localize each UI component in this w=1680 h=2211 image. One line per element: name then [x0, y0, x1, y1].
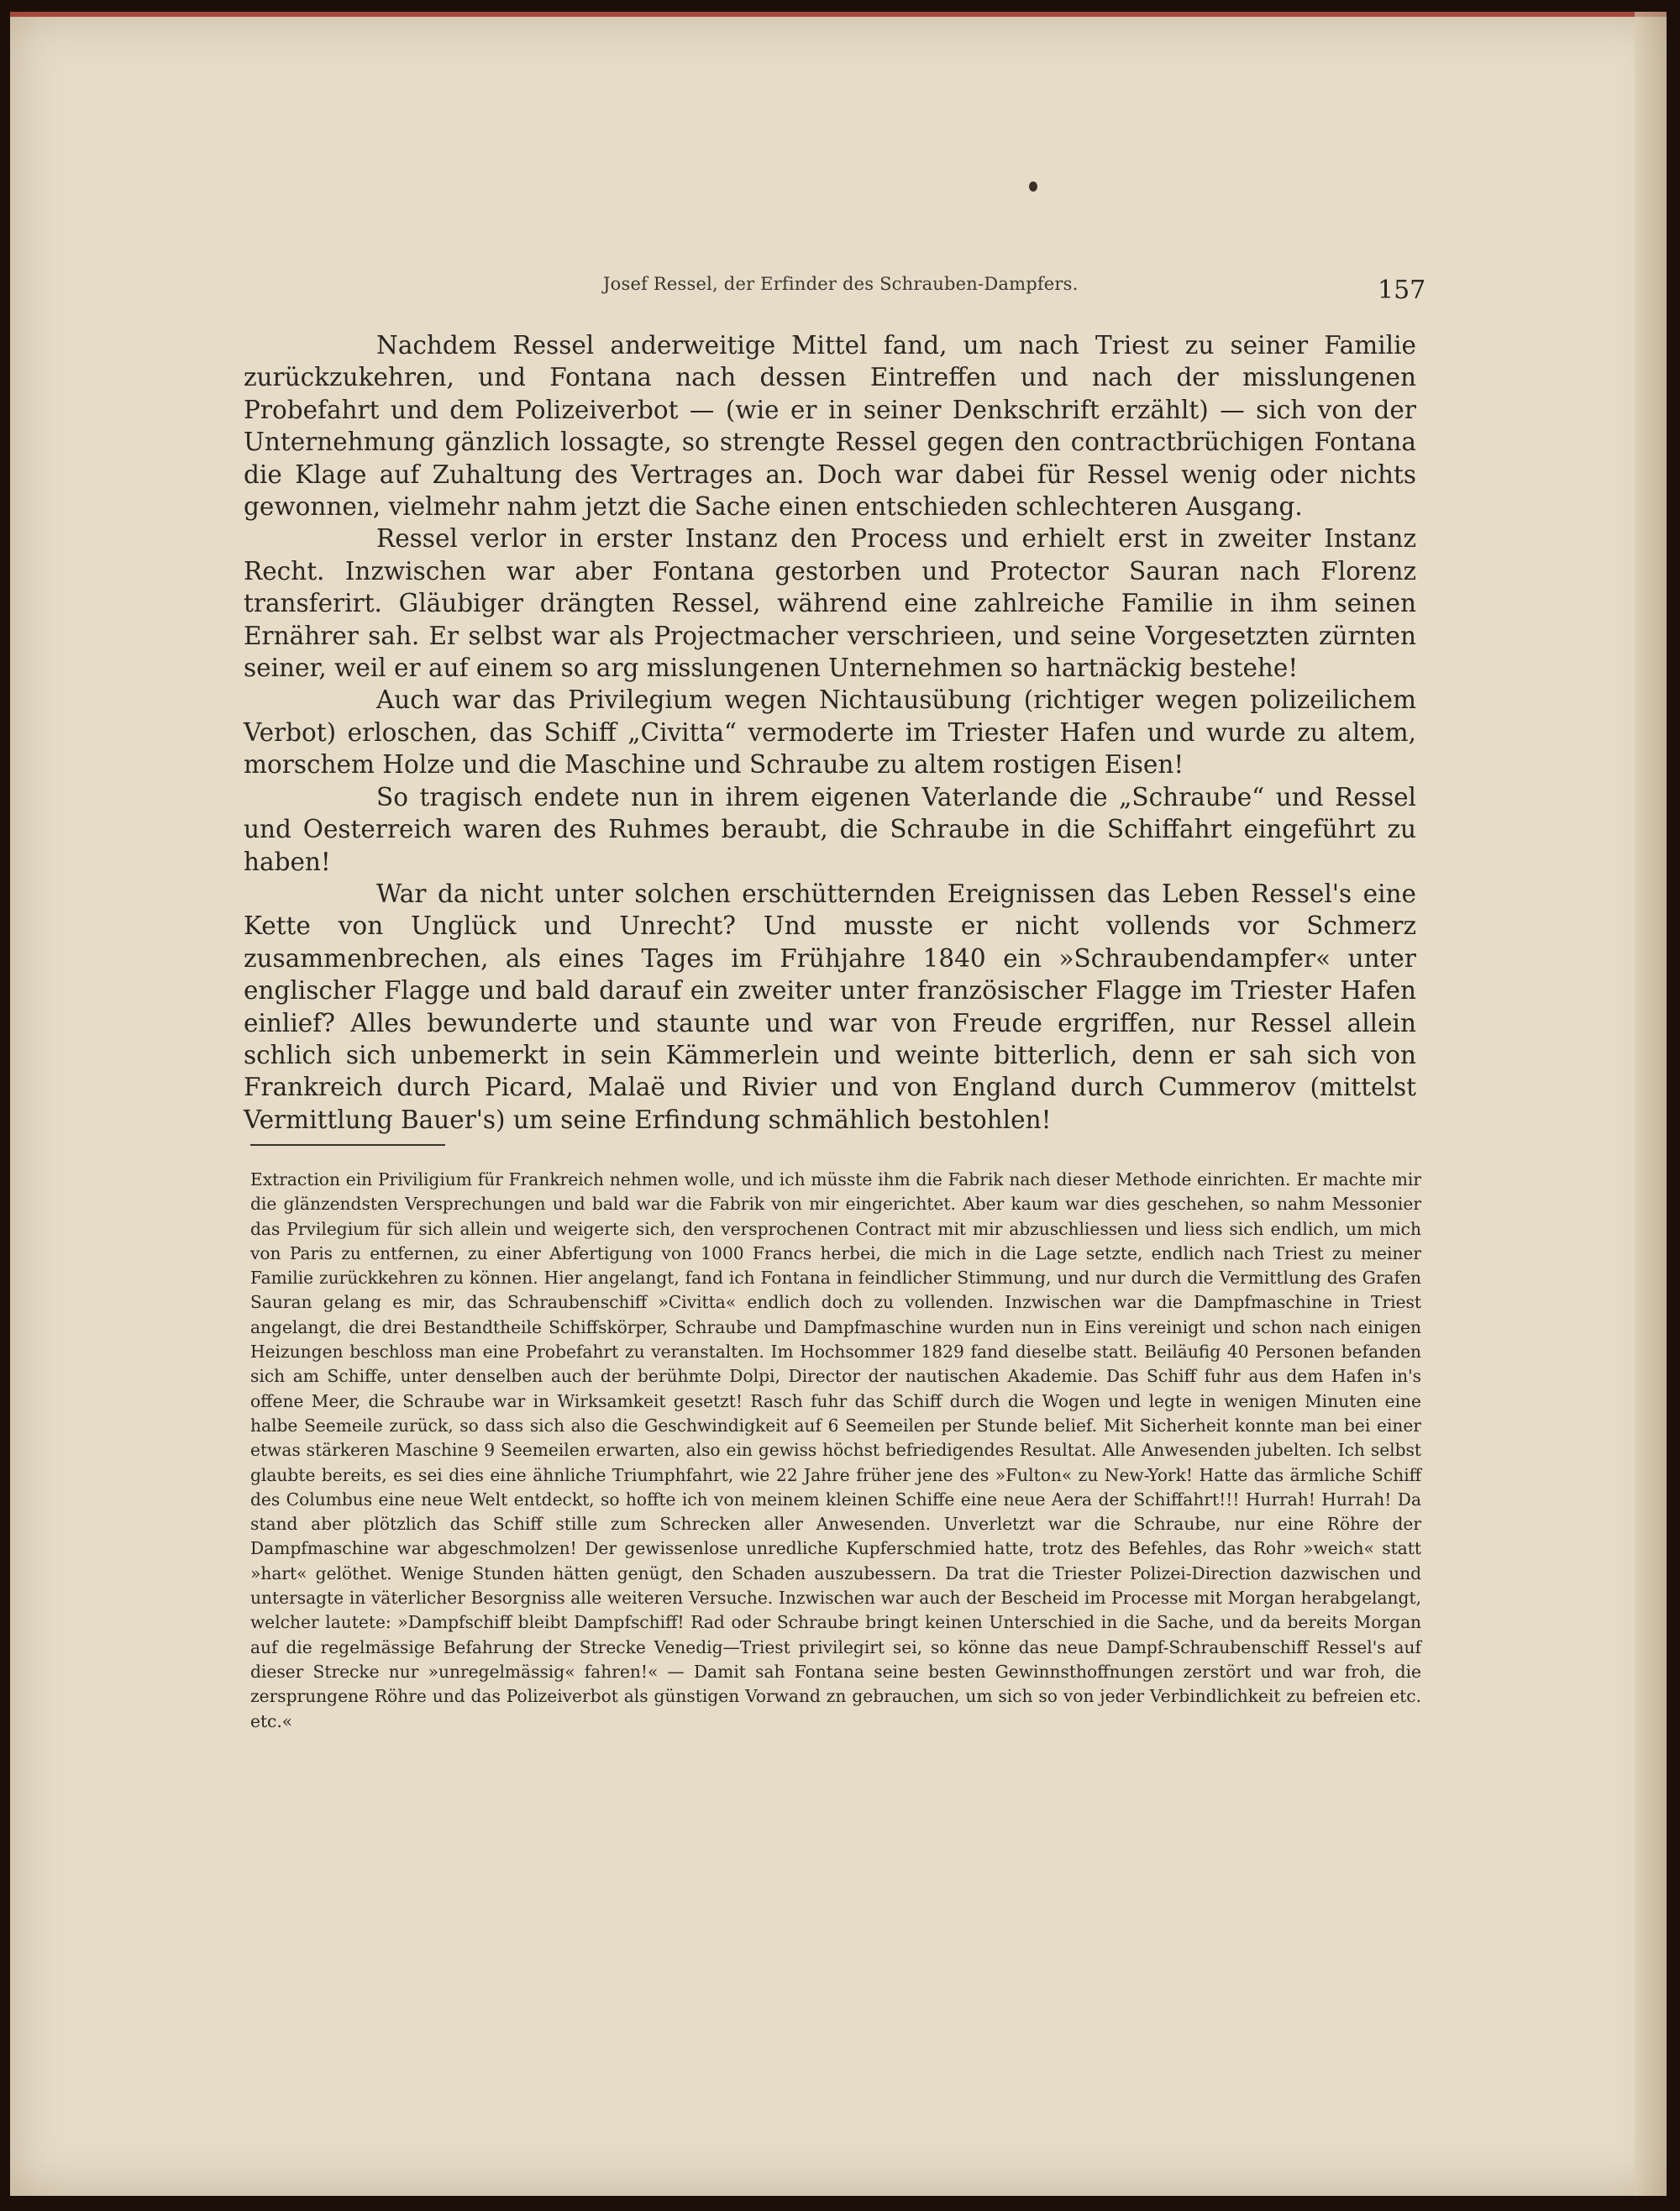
paragraph: So tragisch endete nun in ihrem eigenen Vaterlande die „Schraube“ und Ressel und Oesterreich waren des Ruhmes beraubt, die Schraube in die Schiffahrt eingeführt zu haben! — [244, 782, 1416, 876]
footnote-divider — [250, 1144, 445, 1146]
paragraph: Auch war das Privilegium wegen Nichtausübung (richtiger wegen polizeilichem Verbot) erloschen, das Schiff „Civitta“ vermoderte im Triester Hafen und wurde zu altem, morschem Holze und die Maschine und Schraube zu altem rostigen Eisen! — [244, 685, 1416, 780]
running-head: Josef Ressel, der Erfinder des Schrauben-Dampfers. — [603, 274, 1079, 294]
ink-spot — [1029, 181, 1037, 192]
footnote — [250, 1168, 1421, 1734]
page-top-edge — [10, 12, 1667, 17]
book-page — [10, 12, 1667, 2196]
main-text — [244, 329, 1416, 1136]
paragraph: Ressel verlor in erster Instanz den Process und erhielt erst in zweiter Instanz Recht. Inzwischen war aber Fontana gestorben und Protector Sauran nach Florenz transferirt. Gläubiger drängten Ressel, während eine zahlreiche Familie in ihm seinen Ernährer sah. Er selbst war als Projectmacher verschrieen, und seine Vorgesetzten zürnten seiner, weil er auf einem so arg misslungenen Unternehmen so hartnäckig bestehe! — [244, 524, 1416, 683]
paragraph: Nachdem Ressel anderweitige Mittel fand, um nach Triest zu seiner Familie zurückzukehren, und Fontana nach dessen Eintreffen und nach der misslungenen Probefahrt und dem Polizeiverbot — (wie er in seiner Denkschrift erzählt) — sich von der Unternehmung gänzlich lossagte, so strengte Ressel gegen den contractbrüchigen Fontana die Klage auf Zuhaltung des Vertrages an. Doch war dabei für Ressel wenig oder nichts gewonnen, vielmehr nahm jetzt die Sache einen entschieden schlechteren Ausgang. — [244, 331, 1416, 522]
page-number: 157 — [1378, 276, 1426, 305]
page-edge-shadow — [1635, 12, 1667, 2196]
paragraph: War da nicht unter solchen erschütternden Ereignissen das Leben Ressel's eine Kette von Unglück und Unrecht? Und musste er nicht vollends vor Schmerz zusammenbrechen, als eines Tages im Frühjahre 1840 ein »Schraubendampfer« unter englischer Flagge und bald darauf ein zweiter unter französischer Flagge im Triester Hafen einlief? Alles bewunderte und staunte und war von Freude ergriffen, nur Ressel allein schlich sich unbemerkt in sein Kämmerlein und weinte bitterlich, denn er sah sich von Frankreich durch Picard, Malaë und Rivier und von England durch Cummerov (mittelst Vermittlung Bauer's) um seine Erfindung schmählich bestohlen! — [244, 879, 1416, 1134]
footnote-paragraph: Extraction ein Priviligium für Frankreich nehmen wolle, und ich müsste ihm die Fabrik nach dieser Methode einrichten. Er machte mir die glänzendsten Versprechungen und bald war die Fabrik von mir eingerichtet. Aber kaum war dies geschehen, so nahm Messonier das Prvilegium für sich allein und weigerte sich, den versprochenen Contract mit mir abzuschliessen und liess sich endlich, um mich von Paris zu entfernen, zu einer Abfertigung von 1000 Francs herbei, die mich in die Lage setzte, endlich nach Triest zu meiner Familie zurückkehren zu können. Hier angelangt, fand ich Fontana in feindlicher Stimmung, und nur durch die Vermittlung des Grafen Sauran gelang es mir, das Schraubenschiff »Civitta« endlich doch zu vollenden. Inzwischen war die Dampfmaschine in Triest angelangt, die drei Bestandtheile Schiffskörper, Schraube und Dampfmaschine wurden nun in Eins vereinigt und schon nach einigen Heizungen beschloss man eine Probefahrt zu veranstalten. Im Hochsommer 1829 fand dieselbe statt. Beiläufig 40 Personen befanden sich am Schiffe, unter denselben auch der berühmte Dolpi, Director der nautischen Akademie. Das Schiff fuhr aus dem Hafen in's offene Meer, die Schraube war in Wirksamkeit gesetzt! Rasch fuhr das Schiff durch die Wogen und legte in wenigen Minuten eine halbe Seemeile zurück, so dass sich also die Geschwindigkeit auf 6 Seemeilen per Stunde belief. Mit Sicherheit konnte man bei einer etwas stärkeren Maschine 9 Seemeilen erwarten, also ein gewiss höchst befriedigendes Resultat. Alle Anwesenden jubelten. Ich selbst glaubte bereits, es sei dies eine ähnliche Triumphfahrt, wie 22 Jahre früher jene des »Fulton« zu New-York! Hatte das ärmliche Schiff des Columbus eine neue Welt entdeckt, so hoffte ich von meinem kleinen Schiffe eine neue Aera der Schiffahrt!!! Hurrah! Hurrah! Da stand aber plötzlich das Schiff stille zum Schrecken aller Anwesenden. Unverletzt war die Schraube, nur eine Röhre der Dampfmaschine war abgeschmolzen! Der gewissenlose unredliche Kupferschmied hatte, trotz des Befehles, das Rohr »weich« statt »hart« gelöthet. Wenige Stunden hätten genügt, den Schaden auszubessern. Da trat die Triester Polizei-Direction dazwischen und untersagte in väterlicher Besorgniss alle weiteren Versuche. Inzwischen war auch der Bescheid im Processe mit Morgan herabgelangt, welcher lautete: »Dampfschiff bleibt Dampfschiff! Rad oder Schraube bringt keinen Unterschied in die Sache, und da bereits Morgan auf die regelmässige Befahrung der Strecke Venedig—Triest privilegirt sei, so könne das neue Dampf-Schraubenschiff Ressel's auf dieser Strecke nur »unregelmässig« fahren!« — Damit sah Fontana seine besten Gewinnsthoffnungen zerstört und war froh, die zersprungene Röhre und das Polizeiverbot als günstigen Vorwand zn gebrauchen, um sich so von jeder Verbindlichkeit zu befreien etc. etc.« — [250, 1169, 1421, 1731]
